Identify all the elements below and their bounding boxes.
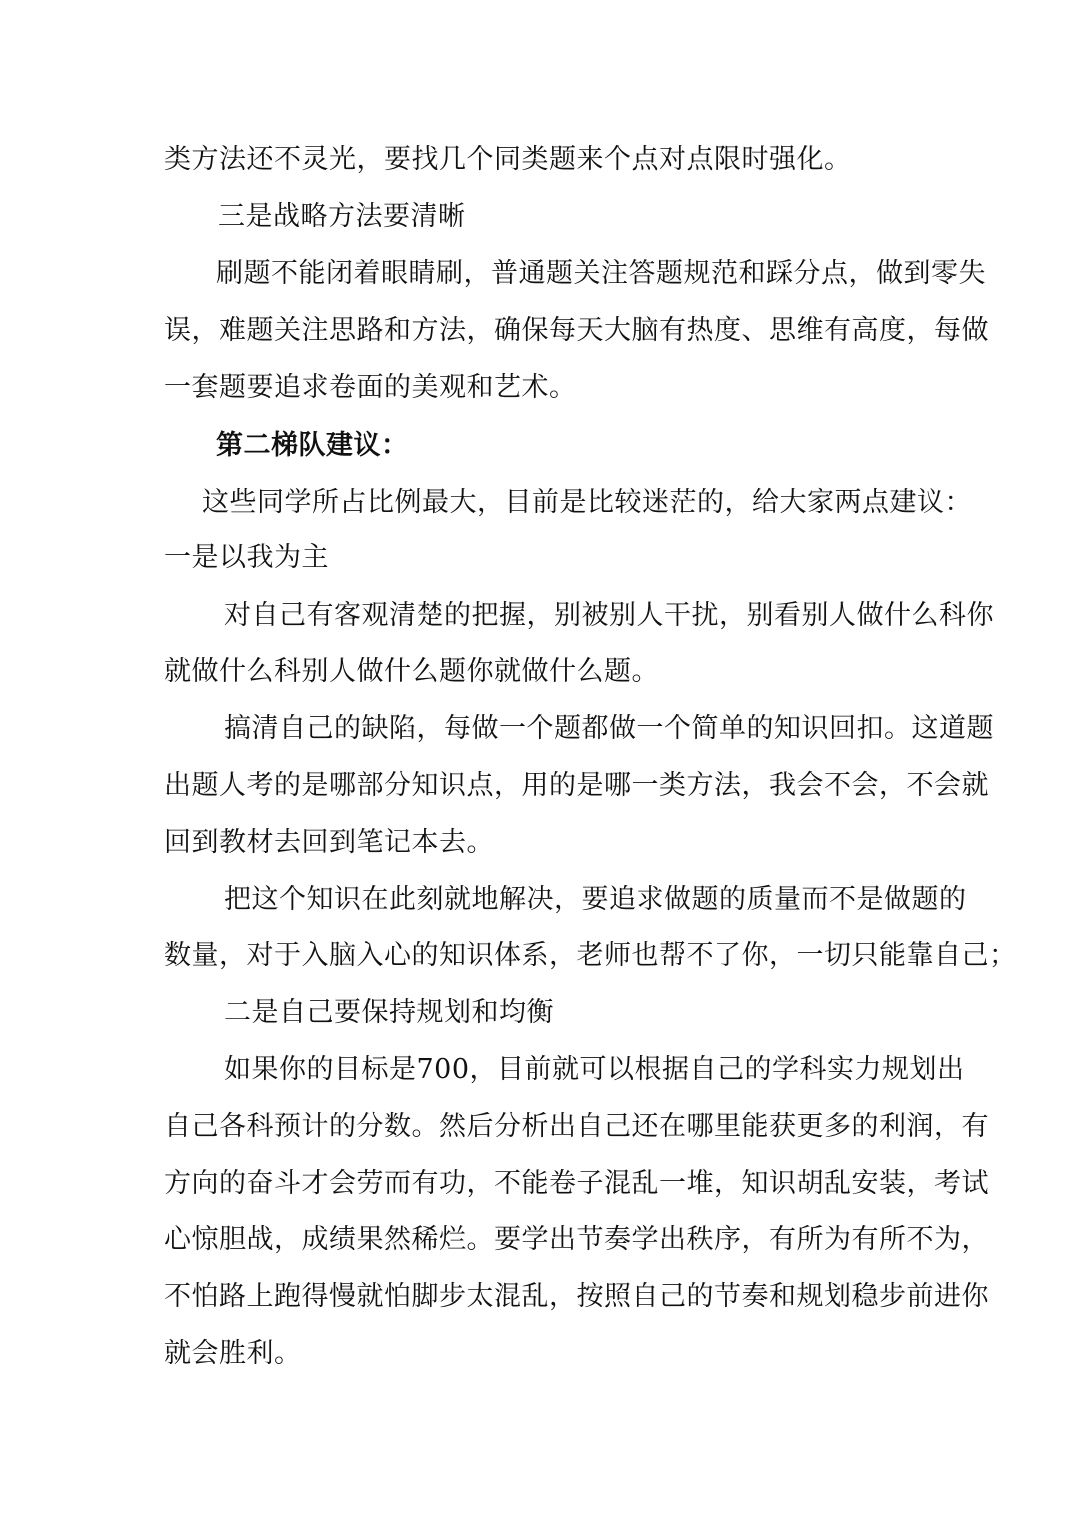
paragraph-line: 数量，对于入脑入心的知识体系，老师也帮不了你，一切只能靠自己；	[164, 940, 1017, 971]
paragraph-line: 出题人考的是哪部分知识点，用的是哪一类方法，我会不会，不会就	[164, 770, 989, 801]
paragraph-line: 误，难题关注思路和方法，确保每天大脑有热度、思维有高度，每做	[164, 315, 989, 346]
paragraph-line: 不怕路上跑得慢就怕脚步太混乱，按照自己的节奏和规划稳步前进你	[164, 1281, 989, 1312]
paragraph-line: 刷题不能闭着眼睛刷，普通题关注答题规范和踩分点，做到零失	[216, 258, 986, 289]
paragraph-line: 对自己有客观清楚的把握，别被别人干扰，别看别人做什么科你	[224, 600, 994, 631]
paragraph-line: 回到教材去回到笔记本去。	[164, 827, 494, 858]
paragraph-line: 搞清自己的缺陷，每做一个题都做一个简单的知识回扣。这道题	[224, 713, 994, 744]
paragraph-line: 就做什么科别人做什么题你就做什么题。	[164, 656, 659, 687]
paragraph-line: 把这个知识在此刻就地解决，要追求做题的质量而不是做题的	[224, 884, 967, 915]
paragraph-line: 自己各科预计的分数。然后分析出自己还在哪里能获更多的利润，有	[164, 1111, 989, 1142]
paragraph-line: 方向的奋斗才会劳而有功，不能卷子混乱一堆，知识胡乱安装，考试	[164, 1168, 989, 1199]
paragraph-line: 一套题要追求卷面的美观和艺术。	[164, 372, 577, 403]
paragraph-line: 就会胜利。	[164, 1338, 302, 1369]
section-heading-second-tier: 第二梯队建议：	[216, 430, 409, 461]
paragraph-line: 类方法还不灵光，要找几个同类题来个点对点限时强化。	[164, 144, 852, 175]
paragraph-line: 心惊胆战，成绩果然稀烂。要学出节奏学出秩序，有所为有所不为，	[164, 1224, 989, 1255]
section-heading-strategy: 三是战略方法要清晰	[218, 201, 466, 232]
section-heading-planning: 二是自己要保持规划和均衡	[224, 997, 554, 1028]
paragraph-line: 如果你的目标是700，目前就可以根据自己的学科实力规划出	[224, 1054, 965, 1085]
paragraph-line: 这些同学所占比例最大，目前是比较迷茫的，给大家两点建议：	[202, 487, 972, 518]
section-heading-self-focus: 一是以我为主	[164, 542, 329, 573]
